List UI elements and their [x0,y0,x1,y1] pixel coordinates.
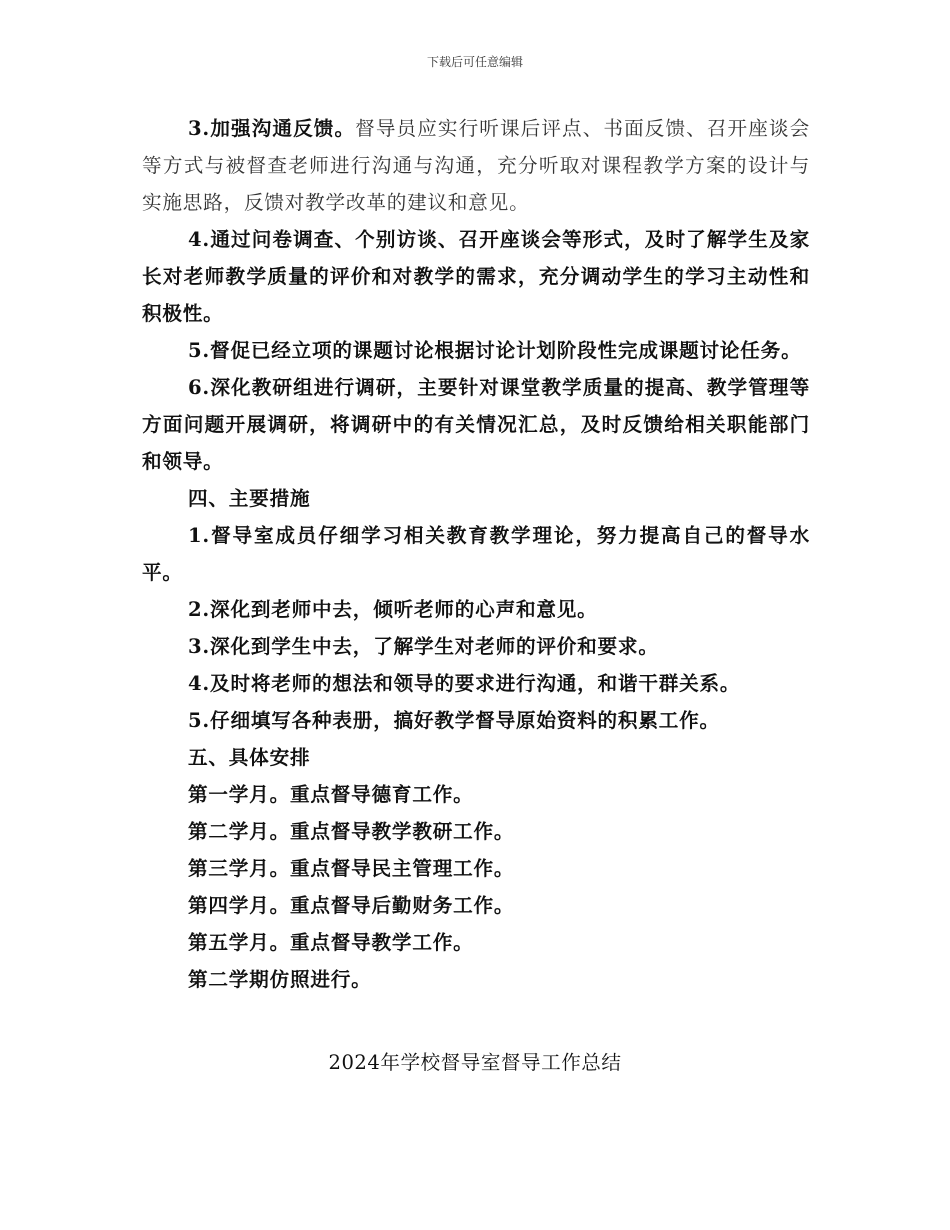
schedule-item-5: 第五学月。重点督导教学工作。 [188,931,474,954]
schedule-item-3: 第三学月。重点督导民主管理工作。 [188,857,515,880]
section-5-heading: 五、具体安排 [188,746,311,769]
paragraph-3 [142,110,810,221]
measure-item-2: 2.深化到老师中去，倾听老师的心声和意见。 [188,598,598,621]
page-header: 下载后可任意编辑 [426,55,523,69]
measure-item-4: 4.及时将老师的想法和领导的要求进行沟通，和谐干群关系。 [188,672,741,695]
section-4-heading: 四、主要措施 [188,487,311,510]
schedule-item-4: 第四学月。重点督导后勤财务工作。 [188,894,515,917]
paragraph-3-lead: 3.加强沟通反馈。 [188,117,356,140]
schedule-item-2: 第二学月。重点督导教学教研工作。 [188,820,515,843]
schedule-item-1: 第一学月。重点督导德育工作。 [188,783,474,806]
next-document-title: 2024年学校督导室督导工作总结 [328,1051,622,1074]
measure-item-5: 5.仔细填写各种表册，搞好教学督导原始资料的积累工作。 [188,709,720,732]
paragraph-6: 6.深化教研组进行调研，主要针对课堂教学质量的提高、教学管理等方面问题开展调研，将调研中的有关情况汇总，及时反馈给相关职能部门和领导。 [142,376,810,473]
measure-item-1: 1.督导室成员仔细学习相关教育教学理论，努力提高自己的督导水平。 [142,524,810,584]
document-body [142,110,810,998]
paragraph-5: 5.督促已经立项的课题讨论根据讨论计划阶段性完成课题讨论任务。 [188,339,802,362]
paragraph-4: 4.通过问卷调查、个别访谈、召开座谈会等形式，及时了解学生及家长对老师教学质量的评价和对教学的需求，充分调动学生的学习主动性和积极性。 [142,228,810,325]
schedule-item-6: 第二学期仿照进行。 [188,968,372,991]
measure-item-3: 3.深化到学生中去，了解学生对老师的评价和要求。 [188,635,659,658]
paragraph-3-text: 督导员应实行听课后评点、书面反馈、召开座谈会等方式与被督查老师进行沟通与沟通，充分听取对课程教学方案的设计与实施思路，反馈对教学改革的建议和意见。 [142,117,810,214]
